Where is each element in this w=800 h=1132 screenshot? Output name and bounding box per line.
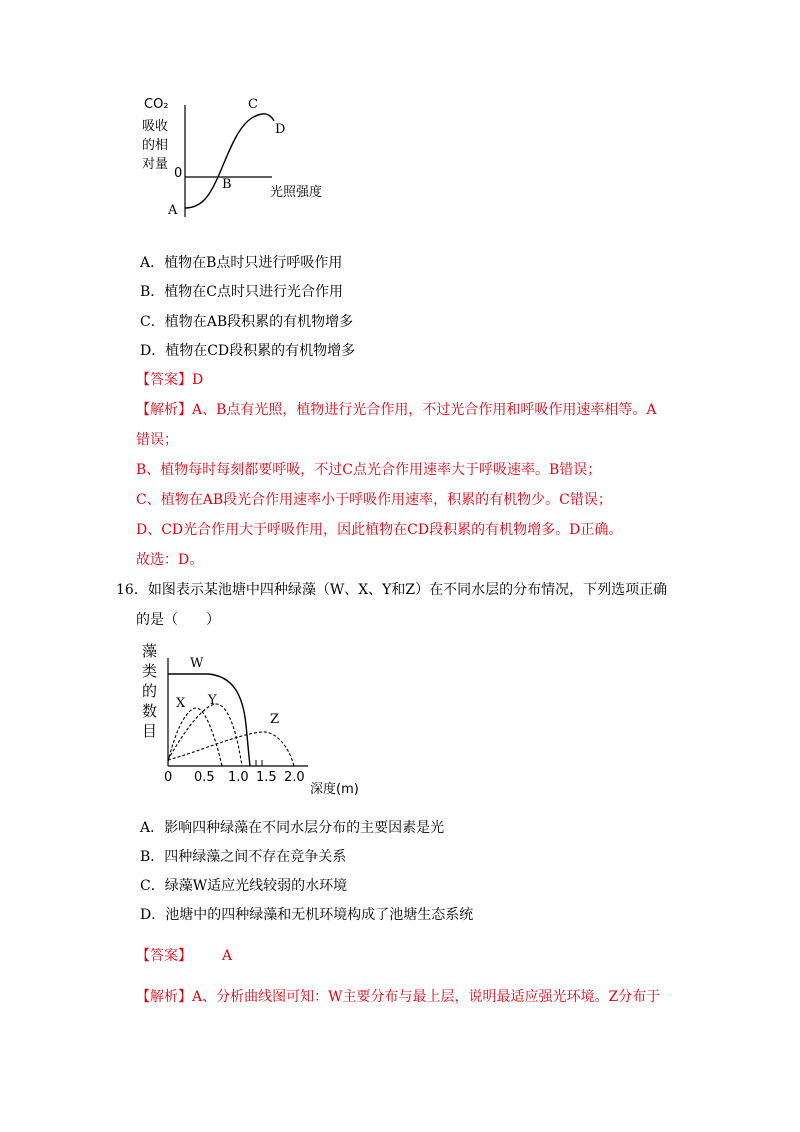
- q15-analysis-2: 错误；: [136, 432, 178, 448]
- q16-stem-line-2: 的是（ ）: [136, 612, 220, 628]
- figure2-ylabel-2: 类: [142, 662, 158, 680]
- q15-option-a: A．植物在B点时只进行呼吸作用: [140, 255, 343, 271]
- figure2-ylabel-1: 藻: [142, 642, 158, 660]
- q15-analysis-5: D、CD光合作用大于呼吸作用，因此植物在CD段积累的有机物增多。D正确。: [136, 522, 623, 538]
- figure1-xlabel: 光照强度: [270, 185, 323, 200]
- q16-option-b: B．四种绿藻之间不存在竞争关系: [140, 849, 347, 865]
- figure2-tick-05: 0.5: [194, 770, 215, 785]
- label-z: Z: [270, 712, 280, 727]
- figure2-tick-0: 0: [164, 770, 173, 785]
- q16-analysis-1: 【解析】A、分析曲线图可知：W主要分布与最上层，说明最适应强光环境。Z分布于: [136, 989, 661, 1005]
- q16-option-c: C．绿藻W适应光线较弱的水环境: [140, 878, 348, 894]
- label-w: W: [190, 656, 204, 671]
- figure1-ylabel-2: 吸收: [142, 119, 169, 134]
- label-y: Y: [208, 693, 217, 708]
- q16-option-d: D．池塘中的四种绿藻和无机环境构成了池塘生态系统: [140, 907, 474, 923]
- figure2-xlabel: 深度(m): [310, 782, 359, 797]
- figure2-tick-15: 1.5: [256, 770, 277, 785]
- q16-answer-label: 【答案】: [136, 948, 192, 964]
- figure1-origin-label: 0: [174, 166, 183, 181]
- figure2-ylabel-4: 数: [142, 702, 158, 720]
- figure1-ylabel-3: 的相: [142, 138, 169, 153]
- q15-option-b: B．植物在C点时只进行光合作用: [140, 284, 343, 300]
- figure1-curve: [185, 114, 274, 208]
- curve-z: [168, 732, 294, 766]
- figure2-tick-10: 1.0: [228, 770, 249, 785]
- figure1-plot: [140, 95, 370, 230]
- q15-answer: 【答案】D: [136, 372, 204, 388]
- q15-analysis-1: 【解析】A、B点有光照，植物进行光合作用，不过光合作用和呼吸作用速率相等。A: [136, 402, 657, 418]
- q15-option-d: D．植物在CD段积累的有机物增多: [140, 343, 356, 359]
- figure2-ylabel-3: 的: [142, 682, 158, 700]
- figure1-ylabel-4: 对量: [142, 157, 169, 172]
- q16-stem-line-1: 16．如图表示某池塘中四种绿藻（W、X、Y和Z）在不同水层的分布情况，下列选项正确: [116, 582, 668, 598]
- label-x: X: [176, 696, 186, 711]
- q15-option-c: C．植物在AB段积累的有机物增多: [140, 314, 354, 330]
- q16-answer-value: A: [222, 948, 233, 964]
- figure-algae-distribution: [138, 640, 378, 800]
- q15-analysis-6: 故选：D。: [136, 552, 204, 568]
- figure2-tick-20: 2.0: [284, 770, 305, 785]
- figure1-ylabel-1: CO₂: [144, 97, 169, 112]
- point-label-a: A: [168, 203, 178, 218]
- figure-co2-curve: [140, 95, 370, 230]
- point-label-c: C: [248, 97, 258, 112]
- figure2-ylabel-5: 目: [142, 722, 158, 740]
- point-label-b: B: [222, 177, 232, 192]
- curve-x: [168, 708, 222, 766]
- point-label-d: D: [275, 122, 286, 137]
- q15-analysis-4: C、植物在AB段光合作用速率小于呼吸作用速率，积累的有机物少。C错误；: [136, 492, 612, 508]
- q16-option-a: A．影响四种绿藻在不同水层分布的主要因素是光: [140, 820, 445, 836]
- curve-w: [168, 674, 250, 766]
- figure2-plot: [138, 640, 378, 800]
- q15-analysis-3: B、植物每时每刻都要呼吸，不过C点光合作用速率大于呼吸速率。B错误；: [136, 462, 602, 478]
